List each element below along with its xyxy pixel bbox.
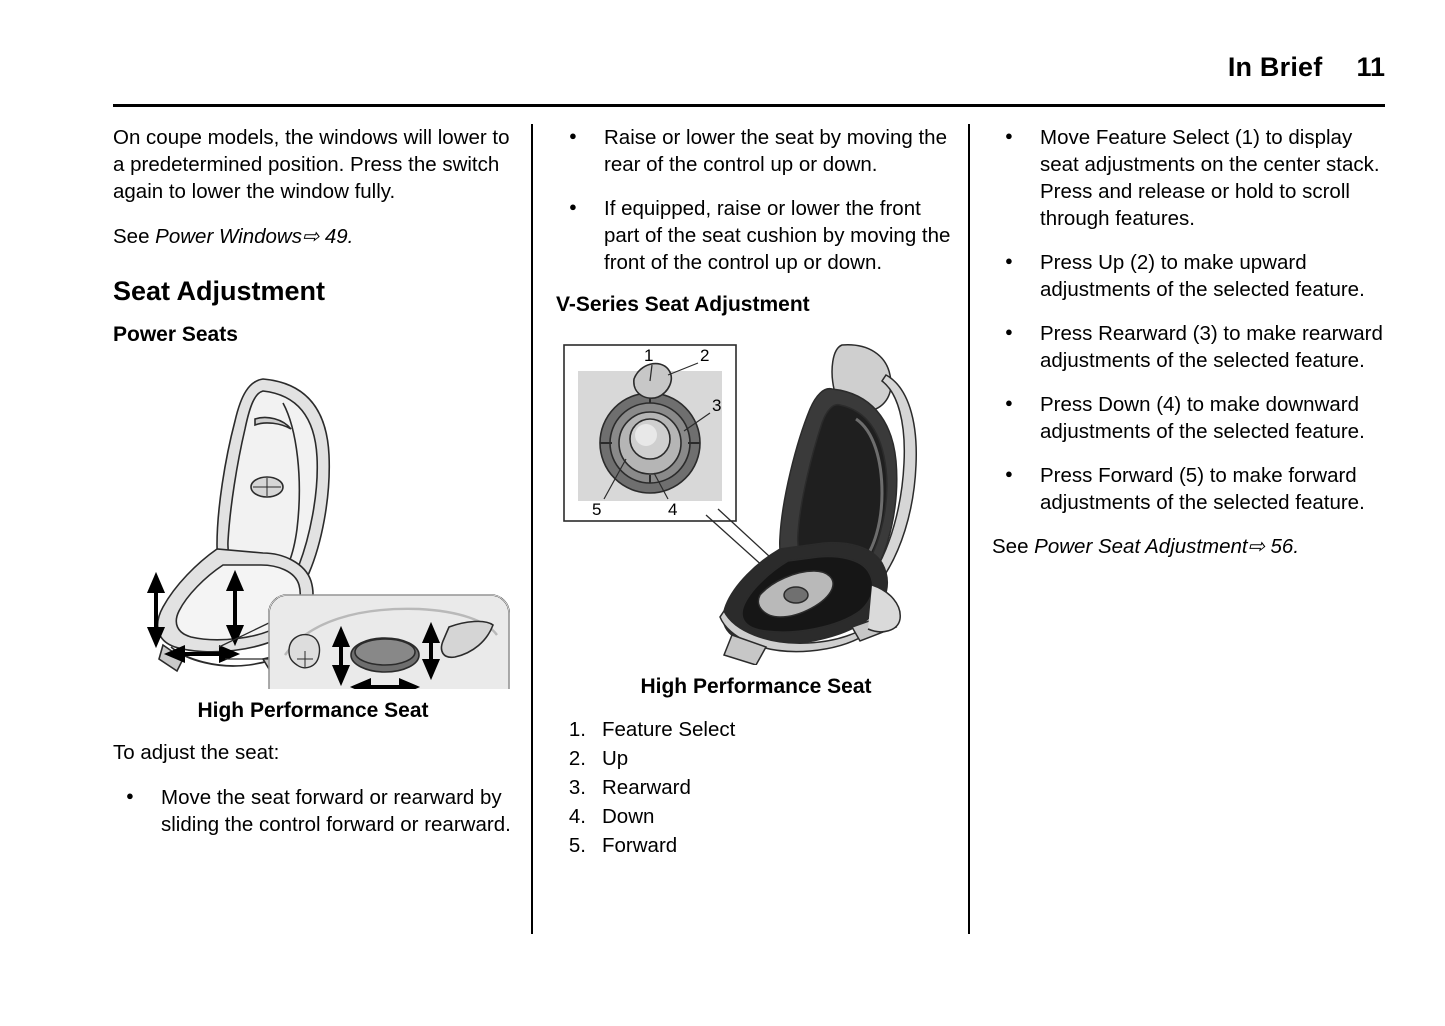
subheading-v-series-seat-adjustment: V-Series Seat Adjustment: [556, 293, 810, 316]
column-divider-1: [531, 124, 533, 934]
legend-number: 5.: [568, 834, 586, 857]
adjust-lead-text: To adjust the seat:: [113, 741, 280, 764]
list-item: ● Move the seat forward or rearward by sliding the control forward or rearward.: [113, 784, 513, 838]
column-divider-2: [968, 124, 970, 934]
header-rule: [113, 104, 1385, 107]
v-series-control-legend: [556, 715, 956, 860]
see-target: Power Windows: [155, 225, 302, 248]
intro-paragraph: On coupe models, the windows will lower to a predetermined position. Press the switch again to lower the window fully.: [113, 126, 510, 203]
reference-arrow-icon: ⇨: [1247, 535, 1265, 558]
page-title: In Brief: [1227, 52, 1323, 82]
reference-arrow-icon: ⇨: [301, 225, 320, 248]
figure-caption-v-series-seat: High Performance Seat: [640, 675, 872, 698]
column-1: [113, 124, 513, 855]
column2-bullet-list: [556, 124, 956, 276]
list-item: ● Press Rearward (3) to make rearward adjustments of the selected feature.: [992, 320, 1385, 374]
list-item: ● Press Forward (5) to make forward adjustments of the selected feature.: [992, 462, 1385, 516]
callout-5: 5: [592, 500, 602, 519]
list-item: ● Move Feature Select (1) to display seat adjustments on the center stack. Press and release or hold to scroll through features.: [992, 124, 1385, 232]
page-number: 11: [1356, 52, 1385, 82]
list-item: [556, 744, 956, 773]
callout-4: 4: [668, 500, 678, 519]
callout-3: 3: [712, 396, 722, 415]
see-page: 49.: [324, 225, 354, 248]
page-header: [113, 52, 1385, 83]
power-seat-illustration: [113, 359, 513, 689]
list-item: ● Press Down (4) to make downward adjustments of the selected feature.: [992, 391, 1385, 445]
legend-label: Forward: [602, 834, 678, 857]
list-item: [556, 831, 956, 860]
column1-bullet-list: [113, 784, 513, 838]
column-3: [992, 124, 1385, 578]
legend-label: Up: [602, 747, 629, 770]
list-item: [556, 773, 956, 802]
column-2: [556, 124, 956, 860]
see-prefix: See: [992, 535, 1035, 558]
figure-v-series-seat: [556, 335, 956, 665]
see-target: Power Seat Adjustment: [1034, 535, 1248, 558]
list-item: ● If equipped, raise or lower the front part of the seat cushion by moving the front of the control up or down.: [556, 195, 956, 276]
list-item: ● Press Up (2) to make upward adjustments of the selected feature.: [992, 249, 1385, 303]
column3-bullet-list: [992, 124, 1385, 516]
legend-label: Down: [602, 805, 655, 828]
see-prefix: See: [113, 225, 156, 248]
list-item: ● Raise or lower the seat by moving the rear of the control up or down.: [556, 124, 956, 178]
subheading-power-seats: Power Seats: [113, 323, 238, 346]
legend-label: Rearward: [602, 776, 691, 799]
legend-number: 3.: [568, 776, 586, 799]
legend-label: Feature Select: [602, 718, 736, 741]
legend-number: 1.: [568, 718, 586, 741]
legend-number: 2.: [568, 747, 586, 770]
callout-1: 1: [644, 346, 654, 365]
list-item: [556, 715, 956, 744]
figure-caption-power-seat: High Performance Seat: [197, 699, 429, 722]
callout-2: 2: [700, 346, 710, 365]
figure-power-seat: [113, 359, 513, 689]
see-page: 56.: [1270, 535, 1300, 558]
see-power-windows-reference: [113, 223, 513, 250]
list-item: [556, 802, 956, 831]
v-series-seat-illustration: [556, 335, 956, 665]
see-power-seat-adjustment-reference: [992, 533, 1385, 560]
legend-number: 4.: [568, 805, 586, 828]
section-heading-seat-adjustment: Seat Adjustment: [113, 276, 326, 306]
